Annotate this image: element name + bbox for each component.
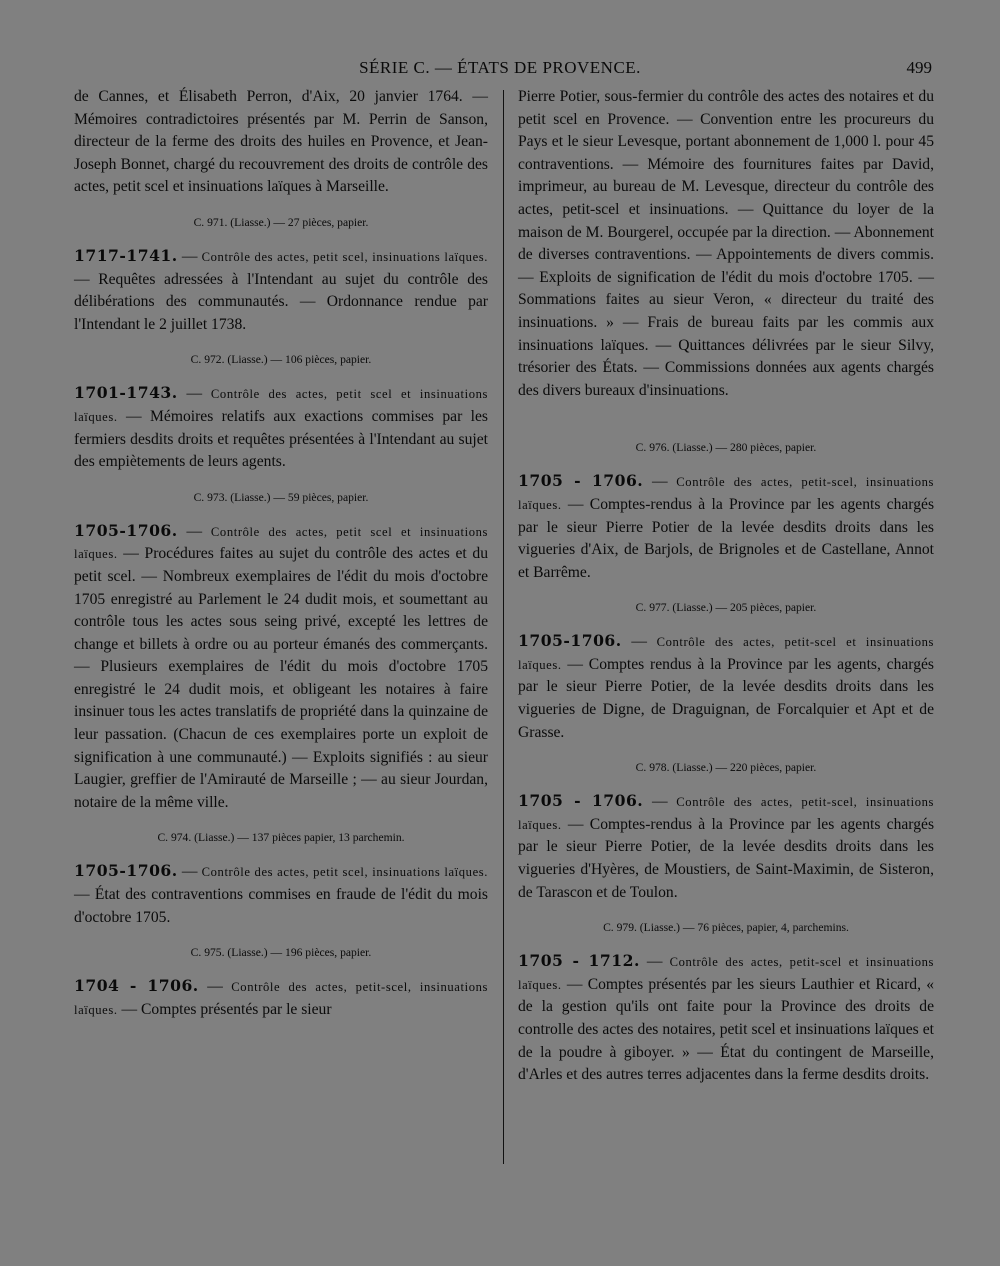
separator: — bbox=[561, 655, 589, 673]
entry-text: État des contraventions commises en fraude de l'édit du mois d'octobre 1705. bbox=[74, 886, 488, 926]
page-header bbox=[0, 56, 1000, 84]
entry-rubric: Contrôle des actes, petit scel, insinuations laïques. bbox=[201, 865, 489, 880]
separator: — bbox=[639, 953, 670, 971]
paragraph: de Cannes, et Élisabeth Perron, d'Aix, 20 janvier 1764. — Mémoires contradictoires présentés par M. Perrin de Sanson, directeur de la ferme des droits des huiles en Provence, et Jean-Joseph Bonnet, chargé du recouvrement des droits de contrôle des actes, petit scel et insinuations laïques à Marseille. bbox=[74, 88, 488, 196]
inventory-entry bbox=[74, 382, 488, 473]
separator: — bbox=[561, 975, 588, 993]
entry-date: 1705-1706. bbox=[518, 631, 622, 651]
entry-text: Comptes présentés par les sieurs Lauthier et Ricard, « de la gestion qu'ils ont faite pour la Province des droits de controlle des actes des notaires, petit scel et insinuations laïques et de la poudre à giboyer. » — État du contingent de Marseille, d'Arles et des autres terres adjacentes dans la ferme desdits droits. bbox=[518, 975, 935, 1084]
right-column bbox=[518, 86, 934, 1087]
entry-rubric: Contrôle des actes, petit-scel et insinuations laïques. bbox=[518, 955, 934, 992]
archive-reference: C. 977. (Liasse.) — 205 pièces, papier. bbox=[635, 601, 817, 615]
separator: — bbox=[74, 270, 99, 288]
entry-text: Comptes rendus à la Province par les agents, chargés par le sieur Pierre Potier, de la levée desdits droits dans les vigueries de Digne, de Draguignan, de Forcalquier et Apt et de Grasse. bbox=[518, 655, 935, 741]
entry-text: Comptes-rendus à la Province par les agents chargés par le sieur Pierre Potier, de la levée desdits droits dans les vigueries d'Hyères, de Moustiers, de Saint-Maximin, de Sisteron, de Tarascon et de Toulon. bbox=[518, 815, 935, 901]
separator: — bbox=[643, 793, 677, 811]
entry-rubric: Contrôle des actes, petit-scel, insinuations laïques. bbox=[518, 795, 934, 832]
separator: — bbox=[177, 247, 202, 265]
inventory-entry bbox=[74, 520, 488, 815]
entry-rubric: Contrôle des actes, petit-scel et insinuations laïques. bbox=[518, 635, 935, 672]
entry-text: Requêtes adressées à l'Intendant au sujet du contrôle des délibérations des communautés. — Ordonnance rendue par l'Intendant le 2 juillet 1738. bbox=[74, 270, 488, 333]
entry-date: 1717-1741. bbox=[74, 245, 178, 265]
entry-text: Comptes-rendus à la Province par les agents chargés par le sieur Pierre Potier de la levée desdits droits dans les vigueries d'Aix, de Barjols, de Brignoles et de Castellane, Annot et Barrême. bbox=[518, 495, 935, 581]
entry-rubric: Contrôle des actes, petit scel et insinuations laïques. bbox=[74, 387, 488, 424]
archive-reference: C. 976. (Liasse.) — 280 pièces, papier. bbox=[635, 441, 817, 455]
inventory-entry bbox=[74, 860, 488, 929]
separator: — bbox=[177, 863, 202, 881]
entry-date: 1705 - 1706. bbox=[518, 791, 644, 811]
inventory-entry bbox=[74, 975, 488, 1021]
entry-date: 1704 - 1706. bbox=[74, 976, 199, 996]
archive-reference: C. 973. (Liasse.) — 59 pièces, papier. bbox=[193, 490, 369, 504]
entry-text: Mémoires relatifs aux exactions commises par les fermiers desdits droits et requêtes présentées à l'Intendant au sujet des empiètements de leurs agents. bbox=[74, 407, 488, 471]
separator: — bbox=[117, 545, 145, 563]
archive-reference: C. 972. (Liasse.) — 106 pièces, papier. bbox=[190, 353, 372, 367]
archive-reference: C. 978. (Liasse.) — 220 pièces, papier. bbox=[635, 761, 817, 775]
separator: — bbox=[74, 886, 95, 904]
entry-rubric: Contrôle des actes, petit-scel, insinuations laïques. bbox=[518, 475, 934, 512]
separator: — bbox=[177, 385, 211, 403]
inventory-entry bbox=[518, 630, 934, 744]
running-title: SÉRIE C. — ÉTATS DE PROVENCE. bbox=[359, 58, 641, 77]
separator: — bbox=[177, 522, 211, 540]
entry-rubric: Contrôle des actes, petit scel et insinuations laïques. bbox=[74, 524, 488, 562]
archive-reference: C. 979. (Liasse.) — 76 pièces, papier, 4, parchemins. bbox=[603, 921, 849, 935]
separator: — bbox=[198, 978, 232, 996]
entry-date: 1705 - 1712. bbox=[518, 951, 640, 971]
page-number: 499 bbox=[906, 58, 932, 77]
inventory-entry bbox=[518, 470, 934, 584]
separator: — bbox=[621, 633, 657, 651]
column-divider bbox=[503, 90, 504, 1164]
entry-text: Comptes présentés par le sieur bbox=[141, 1000, 332, 1018]
left-column bbox=[74, 86, 488, 1021]
inventory-entry bbox=[518, 950, 934, 1087]
paragraph: Pierre Potier, sous-fermier du contrôle des actes des notaires et du petit scel en Provence. — Convention entre les procureurs du Pays et le sieur Levesque, portant abonnement de 1,000 l. pour 45 contraventions. — Mémoire des fournitures faites par David, imprimeur, au bureau de M. Levesque, directeur du contrôle des actes, petit-scel et insinuations. — Quittance du loyer de la maison de M. Bourgerel, occupée par la direction. — Abonnement de diverses contraventions. — Appointements de divers commis. — Exploits de signification de l'édit du mois d'octobre 1705. — Sommations faites au sieur Veron, « directeur du traité des insinuations. » — Frais de bureau faits par les commis aux insinuations laïques. — Quittances délivrées par le sieur Silvy, trésorier des États. — Commissions données aux agents chargés des divers bureaux d'insinuations. bbox=[518, 88, 934, 399]
archive-reference: C. 975. (Liasse.) — 196 pièces, papier. bbox=[190, 946, 372, 960]
separator: — bbox=[643, 473, 677, 491]
archive-reference: C. 971. (Liasse.) — 27 pièces, papier. bbox=[193, 215, 369, 229]
entry-date: 1705-1706. bbox=[74, 861, 178, 881]
entry-text: Procédures faites au sujet du contrôle des actes et du petit scel. — Nombreux exemplaires de l'édit du mois d'octobre 1705 enregistré au Parlement le 24 dudit mois, et soumettant au contrôle tous les actes sous seing privé, excepté les lettres de change et billets à ordre ou au porteur émanés des commerçants. — Plusieurs exemplaires de l'édit du mois d'octobre 1705 enregistré le 24 dudit mois, et obligeant les notaires à faire insinuer tous les actes translatifs de propriété dans la quinzaine de leur passation. (Chacun de ces exemplaires porte un exploit de signification à une communauté.) — Exploits signifiés : au sieur Laugier, greffier de l'Amirauté de Marseille ; — au sieur Jourdan, notaire de la même ville. bbox=[74, 545, 489, 811]
entry-date: 1705 - 1706. bbox=[518, 471, 644, 491]
separator: — bbox=[117, 1000, 142, 1018]
spacer bbox=[518, 402, 934, 424]
separator: — bbox=[117, 407, 151, 425]
entry-rubric: Contrôle des actes, petit-scel, insinuations laïques. bbox=[74, 980, 488, 1017]
separator: — bbox=[561, 815, 590, 833]
inventory-entry bbox=[518, 790, 934, 904]
separator: — bbox=[561, 495, 590, 513]
inventory-entry bbox=[74, 245, 488, 336]
archive-reference: C. 974. (Liasse.) — 137 pièces papier, 13 parchemin. bbox=[157, 831, 405, 845]
entry-date: 1701-1743. bbox=[74, 383, 178, 403]
entry-rubric: Contrôle des actes, petit scel, insinuations laïques. bbox=[201, 249, 489, 264]
entry-date: 1705-1706. bbox=[74, 520, 178, 540]
